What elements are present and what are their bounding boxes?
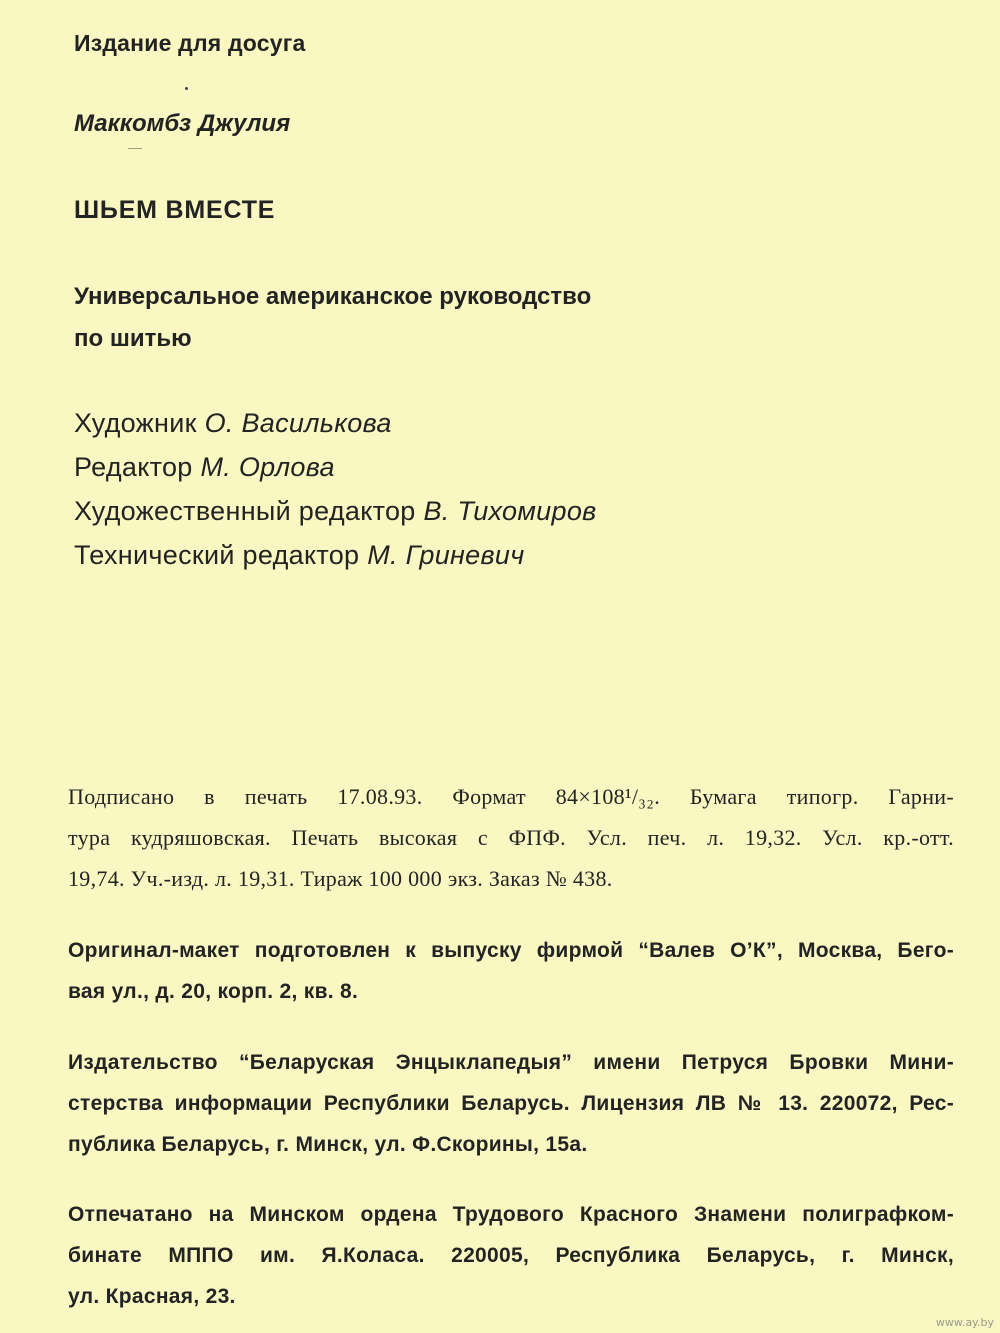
credit-role: Художественный редактор <box>74 496 416 526</box>
layout-details <box>68 930 954 1012</box>
imprint-line: вая ул., д. 20, корп. 2, кв. 8. <box>68 980 359 1003</box>
imprint-line: Подписано в печать 17.08.93. Формат 84×108¹/₃₂. Бумага типогр. Гарни- <box>68 784 954 809</box>
credit-art-editor <box>74 496 597 527</box>
credit-artist <box>74 408 392 439</box>
print-speck <box>128 148 142 149</box>
series-label: Издание для досуга <box>74 30 306 56</box>
imprint-line: 19,74. Уч.-изд. л. 19,31. Тираж 100 000 экз. Заказ № 438. <box>68 866 613 891</box>
credit-person: В. Тихомиров <box>423 496 597 526</box>
subtitle-line-1: Универсальное американское руководство <box>74 283 592 310</box>
credit-person: М. Орлова <box>200 452 335 482</box>
site-watermark: www.ay.by <box>935 1316 994 1329</box>
credit-tech-editor <box>74 540 524 571</box>
print-speck <box>185 87 188 90</box>
credit-editor <box>74 452 335 483</box>
imprint-line: ул. Красная, 23. <box>68 1285 236 1308</box>
credit-role: Технический редактор <box>74 540 360 570</box>
imprint-line: бинате МППО им. Я.Коласа. 220005, Республика Беларусь, г. Минск, <box>68 1244 954 1267</box>
subtitle-line-2: по шитью <box>74 325 192 352</box>
imprint-line: тура кудряшовская. Печать высокая с ФПФ. Усл. печ. л. 19,32. Усл. кр.-отт. <box>68 825 954 850</box>
author-name: Маккомбз Джулия <box>74 110 291 137</box>
imprint-line: стерства информации Республики Беларусь. Лицензия ЛВ № 13. 220072, Рес- <box>68 1092 954 1115</box>
publisher-details <box>68 1042 954 1165</box>
imprint-line: Оригинал-макет подготовлен к выпуску фирмой “Валев О’К”, Москва, Бего- <box>68 939 954 962</box>
book-title: ШЬЕМ ВМЕСТЕ <box>74 196 276 224</box>
imprint-line: Издательство “Беларуская Энцыклапедыя” имени Петруся Бровки Мини- <box>68 1051 954 1074</box>
credit-role: Художник <box>74 408 197 438</box>
imprint-line: публика Беларусь, г. Минск, ул. Ф.Скорины, 15а. <box>68 1133 588 1156</box>
printer-details <box>68 1194 954 1317</box>
credit-person: М. Гриневич <box>367 540 525 570</box>
imprint-line: Отпечатано на Минском ордена Трудового Красного Знамени полиграфком- <box>68 1203 954 1226</box>
printing-details <box>68 776 954 899</box>
credit-person: О. Василькова <box>204 408 392 438</box>
credit-role: Редактор <box>74 452 193 482</box>
